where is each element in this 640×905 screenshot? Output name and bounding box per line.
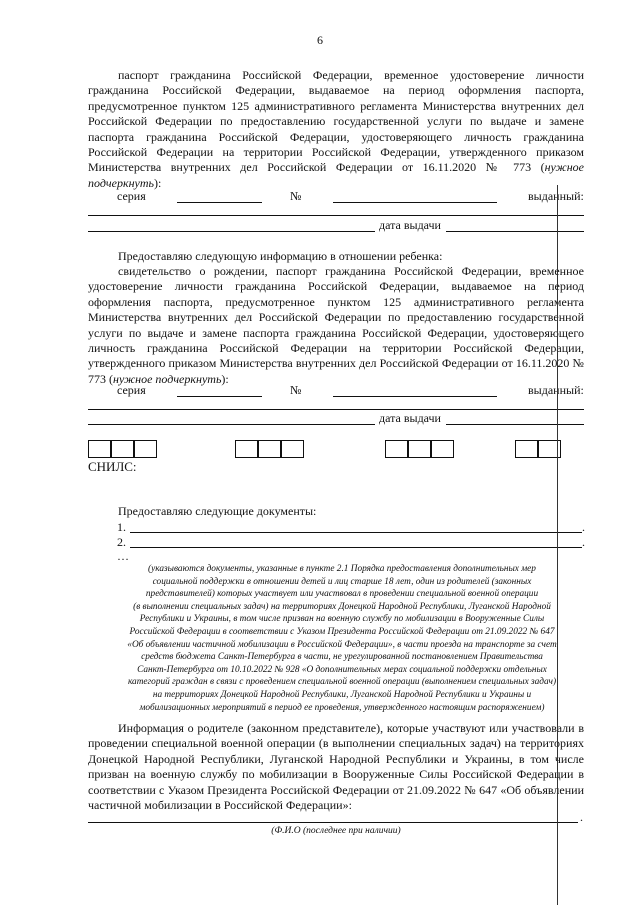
series-field[interactable]: [177, 202, 262, 203]
document-item-2-dot: .: [582, 535, 585, 549]
note-line: «Об объявлении частичной мобилизации в Российской Федерации», в части проезда на транспорте за счет: [127, 639, 557, 650]
snils-box[interactable]: [408, 440, 431, 458]
passport-text: паспорт гражданина Российской Федерации, временное удостоверение личности гражданина Российской Федерации, выдаваемое на период оформления паспорта, предусмотренное пунктом 125 административного регламента Министерства внутренних дел Российской Федерации по предоставлению государственной услуги по выдаче и замене паспорта гражданина Российской Федерации, удостоверяющего личность гражданина Российской Федерации на территории Российской Федерации, утвержденного приказом Министерства внутренних дел Российской Федерации от 16.11.2020 № 773 (: [88, 68, 584, 175]
note-line: средств бюджета Санкт-Петербурга в части, не урегулированной постановлением Правительства: [141, 652, 543, 663]
document-item-1-dot: .: [582, 520, 585, 534]
note-line: на территориях Донецкой Народной Республики, Луганской Народной Республики и Украины и: [152, 689, 532, 700]
note-line: Российской Федерации в соответствии с Указом Президента Российской Федерации от 21.09.2022 № 647: [129, 626, 555, 637]
child-intro-text: Предоставляю следующую информацию в отношении ребенка:: [118, 249, 443, 263]
documents-note: [88, 563, 596, 714]
passport-paragraph: [88, 68, 584, 191]
child-document-paragraph: [88, 264, 584, 387]
snils-box[interactable]: [431, 440, 454, 458]
snils-box[interactable]: [88, 440, 111, 458]
note-line: Республики и Украины, в том числе призван на военную службу по мобилизации в Вооруженные Силы: [139, 614, 545, 625]
snils-box[interactable]: [235, 440, 258, 458]
page-number: 6: [317, 33, 323, 47]
parent-name-dot: .: [580, 810, 583, 824]
note-line: (в выполнении специальных задач) на территориях Донецкой Народной Республики, Луганской Народной: [133, 601, 551, 612]
series-label: серия: [117, 189, 146, 203]
number-field[interactable]: [333, 202, 497, 203]
child-series-label: серия: [117, 383, 146, 397]
child-issued-label: выданный:: [528, 383, 584, 397]
snils-box[interactable]: [515, 440, 538, 458]
parent-info-text: Информация о родителе (законном представителе), которые участвуют или участвовали в проведении специальной военной операции (в выполнении специальных задач) на территориях Донецкой Народной Республики, Луганской Народной Республики и Украины, в том числе призван на военную службу по мобилизации в Вооруженные Силы Российской Федерации в соответствии с Указом Президента Российской Федерации от 21.09.2022 № 647 «Об объявлении частичной мобилизации в Российской Федерации»:: [88, 721, 584, 813]
document-item-2-field[interactable]: [130, 547, 582, 548]
passport-text-end: ):: [153, 175, 162, 190]
documents-intro: [88, 504, 584, 519]
note-line: категорий граждан в связи с проведением специальной военной операции (выполнением специальных задач): [127, 677, 557, 688]
snils-box[interactable]: [258, 440, 281, 458]
snils-label: СНИЛС:: [88, 459, 137, 474]
scan-artifact-line: [557, 185, 558, 905]
child-document-text-end: ):: [221, 371, 229, 386]
snils-box[interactable]: [281, 440, 304, 458]
child-issue-date-field[interactable]: [446, 424, 584, 425]
note-line: мобилизационных мероприятий в период ее проведения, утвержденного настоящим распоряжением): [139, 702, 545, 713]
note-line: представителей) которых участвует или участвовал в проведении специальной военной операции: [145, 589, 539, 600]
parent-name-field[interactable]: [88, 822, 578, 823]
snils-box[interactable]: [385, 440, 408, 458]
child-number-field[interactable]: [333, 396, 497, 397]
child-issued-by-line-2[interactable]: [88, 424, 375, 425]
document-item-2-number: 2.: [117, 535, 126, 549]
issued-label: выданный:: [528, 189, 584, 203]
document-ellipsis: …: [117, 549, 129, 563]
child-issue-date-label: дата выдачи: [379, 411, 441, 425]
note-line: (указываются документы, указанные в пункте 2.1 Порядка предоставления дополнительных мер: [148, 564, 536, 574]
issued-by-line-2[interactable]: [88, 231, 375, 232]
document-item-1-field[interactable]: [130, 532, 582, 533]
underline-hint: нужное подчеркнуть: [88, 160, 584, 190]
snils-box[interactable]: [134, 440, 157, 458]
note-line: социальной поддержки в отношении детей и лиц старше 18 лет, один из родителей (законных: [152, 576, 532, 587]
issue-date-field[interactable]: [446, 231, 584, 232]
parent-info-paragraph: [88, 721, 584, 813]
number-label: №: [290, 189, 302, 203]
child-issued-by-line-1[interactable]: [88, 409, 584, 410]
child-intro: [88, 249, 584, 264]
child-series-field[interactable]: [177, 396, 262, 397]
note-line: Санкт-Петербурга от 10.10.2022 № 928 «О дополнительных мерах социальной поддержки отдельных: [137, 664, 547, 675]
documents-intro-text: Предоставляю следующие документы:: [118, 504, 317, 518]
document-item-1-number: 1.: [117, 520, 126, 534]
snils-box[interactable]: [111, 440, 134, 458]
child-document-text: свидетельство о рождении, паспорт гражданина Российской Федерации, временное удостоверение личности гражданина Российской Федерации, выдаваемое на период оформления паспорта, предусмотренное пунктом 125 административного регламента Министерства внутренних дел Российской Федерации по предоставлению государственной услуги по выдаче и замене паспорта гражданина Российской Федерации, удостоверяющего личность гражданина Российской Федерации на территории Российской Федерации, утвержденного приказом Министерства внутренних дел Российской Федерации от 16.11.2020 № 773 (: [88, 264, 584, 386]
parent-name-hint: (Ф.И.О (последнее при наличии): [271, 826, 401, 836]
child-number-label: №: [290, 383, 302, 397]
child-underline-hint: нужное подчеркнуть: [113, 371, 222, 386]
issued-by-line-1[interactable]: [88, 215, 584, 216]
issue-date-label: дата выдачи: [379, 218, 441, 232]
